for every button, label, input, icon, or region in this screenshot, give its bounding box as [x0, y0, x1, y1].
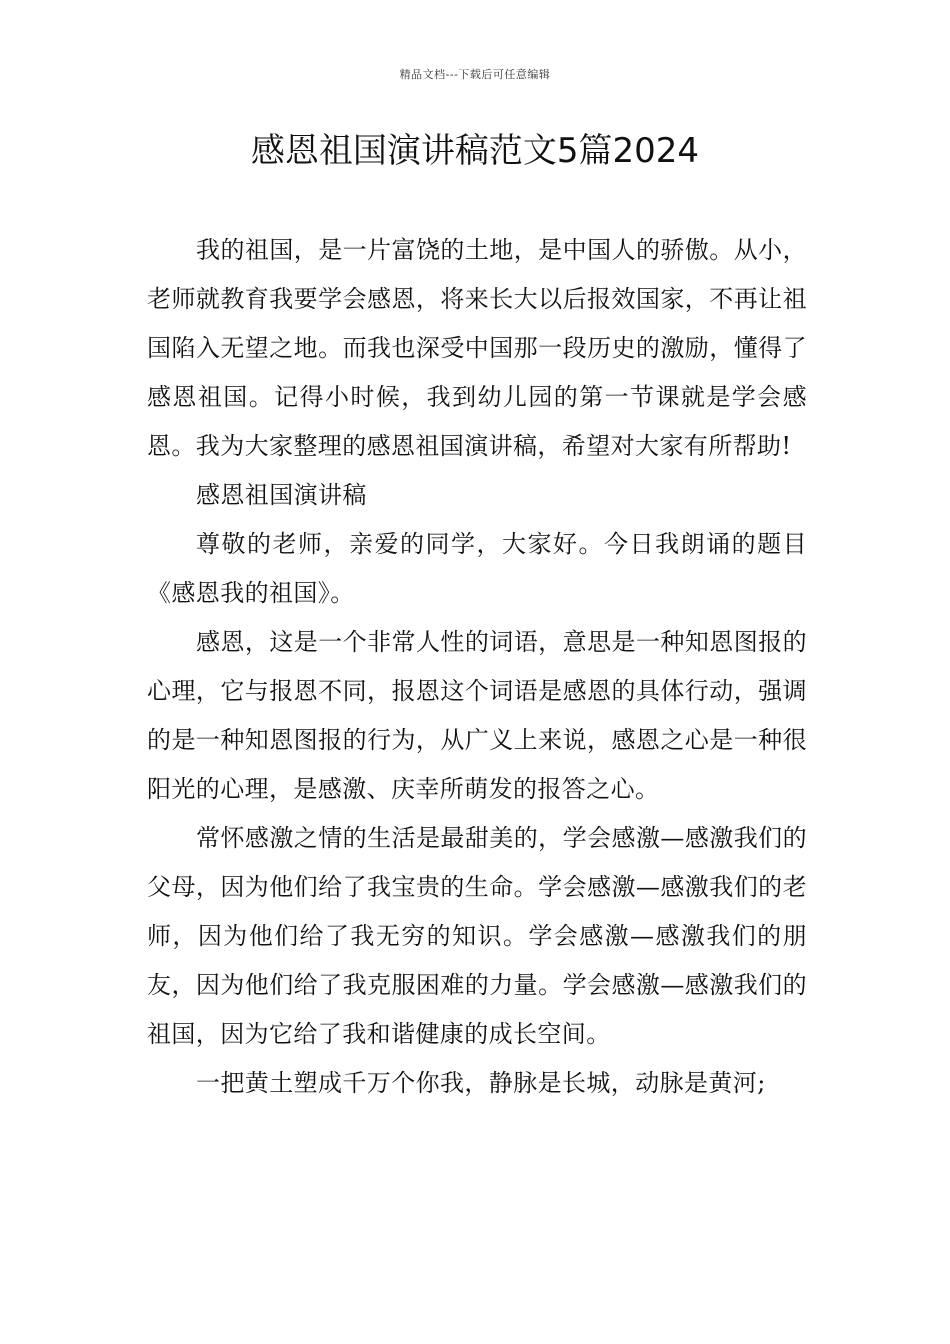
paragraph-learn-gratitude: 常怀感激之情的生活是最甜美的，学会感激—感激我们的父母，因为他们给了我宝贵的生命。学会感激—感激我们的老师，因为他们给了我无穷的知识。学会感激—感激我们的朋友，因为他们给了我克服困难的力量。学会感激—感激我们的祖国，因为它给了我和谐健康的成长空间。 — [147, 824, 807, 1048]
paragraph-yellow-earth: 一把黄土塑成千万个你我，静脉是长城，动脉是黄河; — [196, 1069, 766, 1097]
paragraph-greeting: 尊敬的老师，亲爱的同学，大家好。今日我朗诵的题目《感恩我的祖国》。 — [147, 530, 807, 607]
paragraph-gratitude-definition: 感恩，这是一个非常人性的词语，意思是一种知恩图报的心理，它与报恩不同，报恩这个词语是感恩的具体行动，强调的是一种知恩图报的行为，从广义上来说，感恩之心是一种很阳光的心理，是感激、庆幸所萌发的报答之心。 — [147, 628, 807, 803]
document-body — [147, 226, 807, 1108]
document-title: 感恩祖国演讲稿范文5篇2024 — [250, 131, 700, 171]
paragraph-intro: 我的祖国，是一片富饶的土地，是中国人的骄傲。从小，老师就教育我要学会感恩，将来长大以后报效国家，不再让祖国陷入无望之地。而我也深受中国那一段历史的激励，懂得了感恩祖国。记得小时候，我到幼儿园的第一节课就是学会感恩。我为大家整理的感恩祖国演讲稿，希望对大家有所帮助! — [147, 236, 807, 460]
paragraph-subheading: 感恩祖国演讲稿 — [196, 481, 367, 509]
header-note: 精品文档---下载后可任意编辑 — [399, 68, 551, 81]
